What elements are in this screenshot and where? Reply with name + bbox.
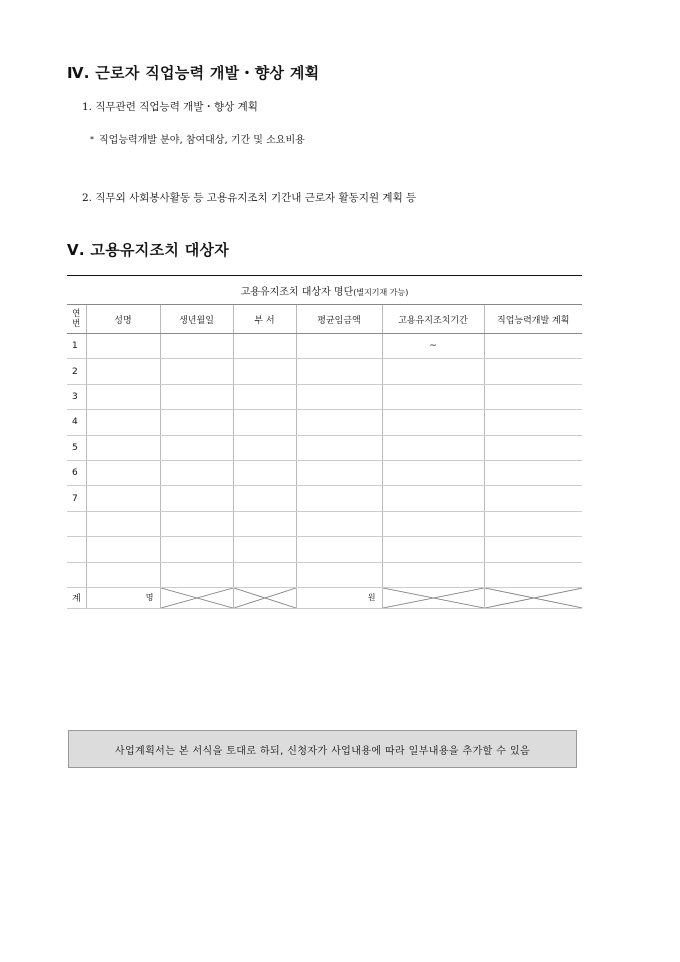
total-persons-cell[interactable]: 명 [86, 587, 160, 608]
footer-note-box [68, 730, 577, 768]
row-no-cell: 1 [67, 334, 86, 359]
dept-cell[interactable] [233, 460, 296, 485]
birth-cell[interactable] [160, 435, 233, 460]
header-period: 고용유지조치기간 [382, 305, 484, 334]
name-cell[interactable] [86, 435, 160, 460]
plan-cell[interactable] [484, 486, 582, 511]
row-no-cell: 4 [67, 410, 86, 435]
plan-cell[interactable] [484, 334, 582, 359]
name-cell[interactable] [86, 460, 160, 485]
avg-wage-cell[interactable] [296, 511, 382, 536]
caption-note: (별지기재 가능) [353, 287, 409, 297]
plan-cell[interactable] [484, 511, 582, 536]
footer-note: 사업계획서는 본 서식을 토대로 하되, 신청자가 사업내용에 따라 일부내용을 추가할 수 있음 [114, 745, 531, 757]
row-no-cell [67, 537, 86, 562]
crossed-cell-plan [484, 587, 582, 608]
table-row [67, 384, 582, 409]
header-no-line1: 연 [72, 309, 81, 319]
dept-cell[interactable] [233, 511, 296, 536]
avg-wage-cell[interactable] [296, 537, 382, 562]
name-cell[interactable] [86, 384, 160, 409]
header-birth: 생년월일 [160, 305, 233, 334]
caption-text: 고용유지조치 대상자 명단 [240, 286, 354, 298]
header-plan: 직업능력개발 계획 [484, 305, 582, 334]
row-no-cell [67, 562, 86, 587]
total-wage-cell[interactable]: 원 [296, 587, 382, 608]
item-2-activity-support-plan: 2. 직무외 사회봉사활동 등 고용유지조치 기간내 근로자 활동지원 계획 등 [82, 192, 417, 204]
birth-cell[interactable] [160, 334, 233, 359]
row-no-cell: 3 [67, 384, 86, 409]
item-1-job-training-plan: 1. 직무관련 직업능력 개발・향상 계획 [82, 101, 258, 113]
name-cell[interactable] [86, 334, 160, 359]
birth-cell[interactable] [160, 486, 233, 511]
row-no-cell: 6 [67, 460, 86, 485]
header-dept: 부 서 [233, 305, 296, 334]
name-cell[interactable] [86, 537, 160, 562]
total-label: 계 [67, 587, 86, 608]
period-cell[interactable]: ~ [382, 334, 484, 359]
header-no-line2: 번 [72, 319, 81, 329]
avg-wage-cell[interactable] [296, 410, 382, 435]
row-no-cell [67, 511, 86, 536]
avg-wage-cell[interactable] [296, 334, 382, 359]
period-cell[interactable] [382, 410, 484, 435]
avg-wage-cell[interactable] [296, 359, 382, 384]
dept-cell[interactable] [233, 384, 296, 409]
table-header-row [67, 305, 582, 334]
table-row [67, 334, 582, 359]
period-cell[interactable] [382, 562, 484, 587]
dept-cell[interactable] [233, 410, 296, 435]
period-cell[interactable] [382, 486, 484, 511]
birth-cell[interactable] [160, 359, 233, 384]
avg-wage-cell[interactable] [296, 435, 382, 460]
plan-cell[interactable] [484, 359, 582, 384]
avg-wage-cell[interactable] [296, 562, 382, 587]
target-employee-table [67, 275, 582, 609]
dept-cell[interactable] [233, 562, 296, 587]
table-row [67, 359, 582, 384]
header-avg-wage: 평균임금액 [296, 305, 382, 334]
table-row [67, 435, 582, 460]
name-cell[interactable] [86, 511, 160, 536]
table-row [67, 511, 582, 536]
period-cell[interactable] [382, 359, 484, 384]
section-iv-title: Ⅳ. 근로자 직업능력 개발・향상 계획 [67, 64, 320, 82]
period-cell[interactable] [382, 460, 484, 485]
table-caption [67, 276, 582, 305]
birth-cell[interactable] [160, 562, 233, 587]
plan-cell[interactable] [484, 435, 582, 460]
header-name: 성명 [86, 305, 160, 334]
plan-cell[interactable] [484, 384, 582, 409]
period-cell[interactable] [382, 511, 484, 536]
dept-cell[interactable] [233, 537, 296, 562]
asterisk-mark: * [90, 135, 94, 144]
row-no-cell: 7 [67, 486, 86, 511]
plan-cell[interactable] [484, 460, 582, 485]
avg-wage-cell[interactable] [296, 460, 382, 485]
table-caption-row [67, 276, 582, 305]
table-row [67, 410, 582, 435]
row-no-cell: 5 [67, 435, 86, 460]
name-cell[interactable] [86, 359, 160, 384]
dept-cell[interactable] [233, 359, 296, 384]
name-cell[interactable] [86, 486, 160, 511]
name-cell[interactable] [86, 562, 160, 587]
crossed-cell-dept [233, 587, 296, 608]
row-no-cell: 2 [67, 359, 86, 384]
name-cell[interactable] [86, 410, 160, 435]
plan-cell[interactable] [484, 410, 582, 435]
crossed-cell-period [382, 587, 484, 608]
note-text: 직업능력개발 분야, 참여대상, 기간 및 소요비용 [99, 135, 305, 146]
plan-cell[interactable] [484, 562, 582, 587]
avg-wage-cell[interactable] [296, 384, 382, 409]
period-cell[interactable] [382, 435, 484, 460]
table-row [67, 562, 582, 587]
birth-cell[interactable] [160, 460, 233, 485]
period-cell[interactable] [382, 384, 484, 409]
dept-cell[interactable] [233, 486, 296, 511]
birth-cell[interactable] [160, 410, 233, 435]
table-row [67, 460, 582, 485]
plan-cell[interactable] [484, 537, 582, 562]
birth-cell[interactable] [160, 511, 233, 536]
birth-cell[interactable] [160, 384, 233, 409]
avg-wage-cell[interactable] [296, 486, 382, 511]
note-training-details [90, 131, 305, 146]
table-row [67, 486, 582, 511]
total-row [67, 587, 582, 608]
header-no [67, 305, 86, 334]
dept-cell[interactable] [233, 334, 296, 359]
birth-cell[interactable] [160, 537, 233, 562]
period-cell[interactable] [382, 537, 484, 562]
crossed-cell-birth [160, 587, 233, 608]
section-v-title: Ⅴ. 고용유지조치 대상자 [67, 241, 230, 259]
table-row [67, 537, 582, 562]
dept-cell[interactable] [233, 435, 296, 460]
